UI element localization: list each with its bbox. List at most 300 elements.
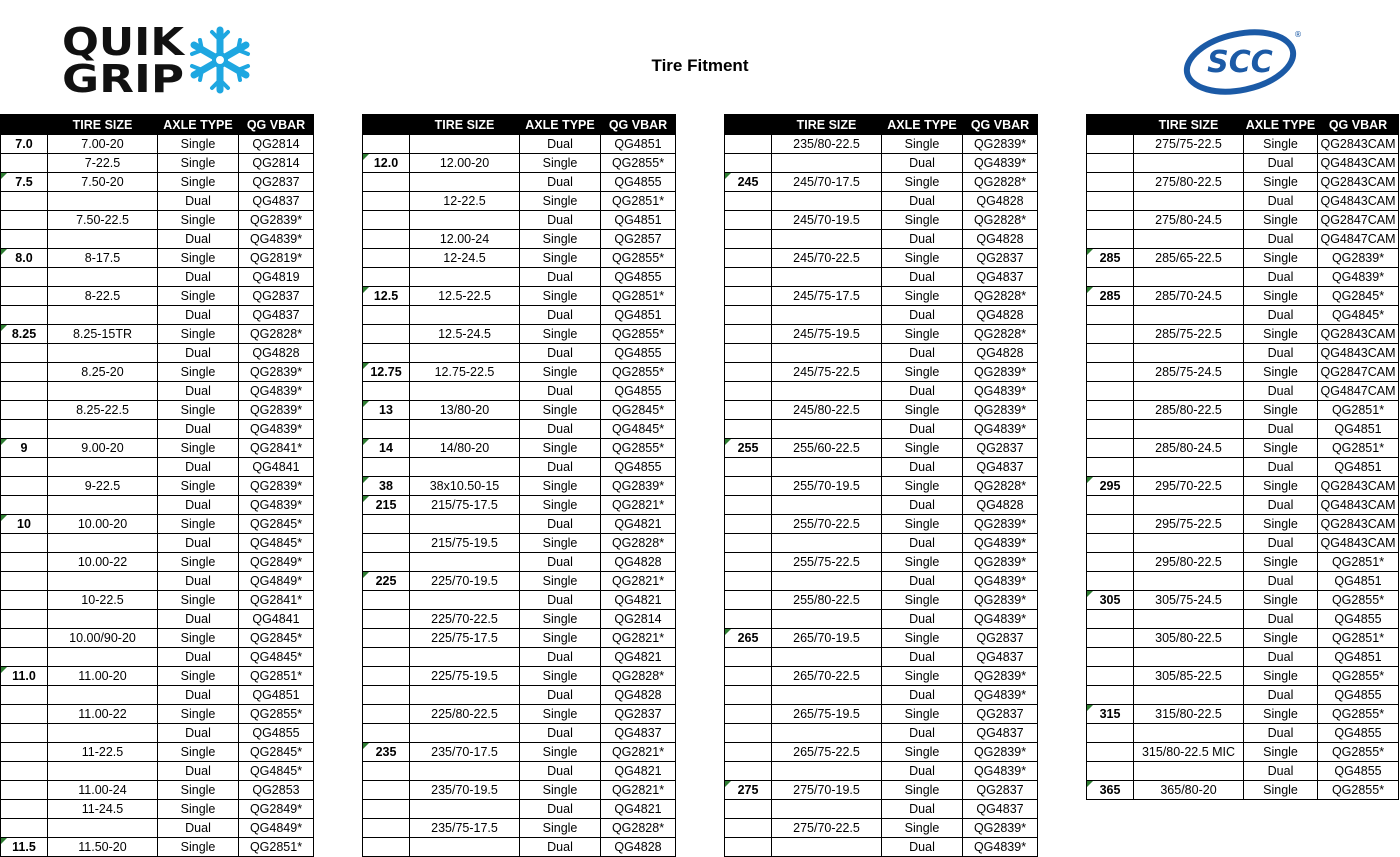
table-row [1087, 629, 1399, 648]
qg-vbar-cell: QG4843CAM [1318, 344, 1399, 363]
axle-type-cell: Single [158, 743, 239, 762]
tire-size-cell: 365/80-20 [1134, 781, 1244, 800]
table-row [1, 420, 314, 439]
size-group-cell: 7.0 [1, 135, 48, 154]
size-group-cell [1, 287, 48, 306]
qg-vbar-cell: QG4845* [239, 762, 314, 781]
size-group-cell [725, 287, 772, 306]
axle-type-cell: Dual [158, 610, 239, 629]
qg-vbar-cell: QG4845* [239, 648, 314, 667]
size-group-cell [363, 325, 410, 344]
axle-type-cell: Dual [520, 135, 601, 154]
qg-vbar-cell: QG4839* [963, 534, 1038, 553]
qg-vbar-cell: QG2837 [963, 629, 1038, 648]
tire-size-cell: 14/80-20 [410, 439, 520, 458]
size-group-cell [363, 762, 410, 781]
tire-size-cell [410, 686, 520, 705]
size-group-cell [725, 743, 772, 762]
qg-vbar-cell: QG2839* [963, 743, 1038, 762]
table-row [1087, 610, 1399, 629]
size-group-cell: 14 [363, 439, 410, 458]
tire-size-cell: 11-24.5 [48, 800, 158, 819]
qg-vbar-cell: QG2837 [239, 173, 314, 192]
qg-vbar-cell: QG2839* [963, 591, 1038, 610]
table-row [725, 553, 1038, 572]
table-row [1087, 173, 1399, 192]
size-group-cell [1087, 344, 1134, 363]
axle-type-cell: Dual [1244, 306, 1318, 325]
axle-type-cell: Single [520, 363, 601, 382]
tire-size-cell [48, 306, 158, 325]
size-group-cell [1, 724, 48, 743]
axle-type-cell: Single [1244, 135, 1318, 154]
size-group-cell [725, 667, 772, 686]
tire-size-cell: 235/80-22.5 [772, 135, 882, 154]
tire-size-cell: 8-17.5 [48, 249, 158, 268]
table-row [1087, 420, 1399, 439]
axle-type-cell: Dual [1244, 420, 1318, 439]
qg-vbar-cell: QG4843CAM [1318, 496, 1399, 515]
qg-vbar-cell: QG4845* [1318, 306, 1399, 325]
table-row [363, 705, 676, 724]
table-row [1, 743, 314, 762]
qg-vbar-cell: QG4828 [963, 306, 1038, 325]
axle-type-cell: Single [882, 325, 963, 344]
qg-vbar-cell: QG2828* [601, 819, 676, 838]
axle-type-cell: Dual [520, 382, 601, 401]
table-row [725, 211, 1038, 230]
qg-vbar-cell: QG2851* [1318, 629, 1399, 648]
qg-vbar-cell: QG2821* [601, 572, 676, 591]
tire-size-cell [410, 211, 520, 230]
qg-vbar-cell: QG4851 [1318, 420, 1399, 439]
tire-size-cell [410, 344, 520, 363]
tire-size-cell: 245/80-22.5 [772, 401, 882, 420]
tire-size-cell [1134, 572, 1244, 591]
tire-size-cell: 225/75-19.5 [410, 667, 520, 686]
axle-type-cell: Dual [520, 686, 601, 705]
qg-vbar-cell: QG4851 [1318, 458, 1399, 477]
qg-vbar-cell: QG2839* [963, 819, 1038, 838]
axle-type-cell: Single [158, 401, 239, 420]
size-group-cell [363, 249, 410, 268]
tire-size-cell: 225/70-22.5 [410, 610, 520, 629]
size-group-cell [725, 705, 772, 724]
svg-text:GRIP: GRIP [62, 57, 184, 97]
size-group-cell [725, 306, 772, 325]
tire-size-cell [1134, 382, 1244, 401]
column-header-size-group [1, 115, 48, 135]
table-row [725, 382, 1038, 401]
qg-vbar-cell: QG2837 [963, 439, 1038, 458]
size-group-cell [1087, 439, 1134, 458]
fitment-table-3 [724, 114, 1038, 857]
size-group-cell [725, 249, 772, 268]
tire-size-cell [410, 420, 520, 439]
table-row [1, 648, 314, 667]
qg-vbar-cell: QG4821 [601, 591, 676, 610]
table-row [725, 515, 1038, 534]
axle-type-cell: Single [882, 667, 963, 686]
qg-vbar-cell: QG2855* [1318, 781, 1399, 800]
axle-type-cell: Single [1244, 553, 1318, 572]
qg-vbar-cell: QG2839* [963, 553, 1038, 572]
table-row [363, 420, 676, 439]
column-header-qg-vbar: QG VBAR [601, 115, 676, 135]
qg-vbar-cell: QG4855 [1318, 762, 1399, 781]
tire-size-cell [1134, 154, 1244, 173]
qg-vbar-cell: QG2828* [963, 287, 1038, 306]
table-row [1087, 705, 1399, 724]
size-group-cell: 8.0 [1, 249, 48, 268]
tire-size-cell: 285/65-22.5 [1134, 249, 1244, 268]
table-row [1087, 249, 1399, 268]
table-row [1087, 363, 1399, 382]
tire-size-cell [48, 420, 158, 439]
axle-type-cell: Single [158, 553, 239, 572]
size-group-cell [725, 344, 772, 363]
table-row [725, 591, 1038, 610]
tire-size-cell [410, 838, 520, 857]
axle-type-cell: Dual [158, 819, 239, 838]
size-group-cell [363, 192, 410, 211]
tire-size-cell [1134, 230, 1244, 249]
size-group-cell: 315 [1087, 705, 1134, 724]
table-row [725, 534, 1038, 553]
tire-size-cell [772, 648, 882, 667]
axle-type-cell: Single [1244, 325, 1318, 344]
qg-vbar-cell: QG4841 [239, 610, 314, 629]
svg-text:®: ® [1294, 30, 1302, 39]
size-group-cell: 10 [1, 515, 48, 534]
table-row [1087, 211, 1399, 230]
scc-logo [1182, 26, 1302, 96]
tire-size-cell [772, 420, 882, 439]
size-group-cell: 7.5 [1, 173, 48, 192]
size-group-cell [725, 800, 772, 819]
table-header-row [725, 115, 1038, 135]
tire-size-cell [1134, 344, 1244, 363]
qg-vbar-cell: QG2828* [601, 667, 676, 686]
size-group-cell [1087, 363, 1134, 382]
axle-type-cell: Dual [158, 458, 239, 477]
axle-type-cell: Single [520, 705, 601, 724]
axle-type-cell: Dual [882, 838, 963, 857]
size-group-cell [1087, 534, 1134, 553]
tire-size-cell [1134, 496, 1244, 515]
axle-type-cell: Dual [882, 382, 963, 401]
tire-size-cell [410, 648, 520, 667]
tire-size-cell [410, 458, 520, 477]
tire-size-cell [1134, 268, 1244, 287]
axle-type-cell: Single [882, 135, 963, 154]
size-group-cell [1087, 515, 1134, 534]
size-group-cell [1087, 211, 1134, 230]
qg-vbar-cell: QG2847CAM [1318, 211, 1399, 230]
size-group-cell [1, 477, 48, 496]
size-group-cell [1087, 667, 1134, 686]
table-row [1, 686, 314, 705]
tire-size-cell: 255/80-22.5 [772, 591, 882, 610]
tire-size-cell: 12.00-24 [410, 230, 520, 249]
tire-size-cell: 275/80-22.5 [1134, 173, 1244, 192]
tire-size-cell [48, 724, 158, 743]
qg-vbar-cell: QG2843CAM [1318, 173, 1399, 192]
tire-size-cell: 275/75-22.5 [1134, 135, 1244, 154]
size-group-cell [1087, 610, 1134, 629]
size-group-cell [725, 553, 772, 572]
table-row [1, 344, 314, 363]
qg-vbar-cell: QG2855* [1318, 667, 1399, 686]
qg-vbar-cell: QG4855 [601, 382, 676, 401]
axle-type-cell: Dual [158, 648, 239, 667]
tire-size-cell: 265/70-19.5 [772, 629, 882, 648]
tire-size-cell: 10-22.5 [48, 591, 158, 610]
tire-size-cell: 215/75-19.5 [410, 534, 520, 553]
table-row [363, 230, 676, 249]
tire-size-cell: 12-24.5 [410, 249, 520, 268]
size-group-cell [1087, 401, 1134, 420]
axle-type-cell: Dual [882, 762, 963, 781]
size-group-cell [363, 268, 410, 287]
table-row [363, 211, 676, 230]
qg-vbar-cell: QG4839* [963, 610, 1038, 629]
size-group-cell [1, 382, 48, 401]
table-row [725, 439, 1038, 458]
axle-type-cell: Single [158, 211, 239, 230]
axle-type-cell: Dual [1244, 268, 1318, 287]
table-row [725, 800, 1038, 819]
size-group-cell [1087, 686, 1134, 705]
size-group-cell [363, 173, 410, 192]
qg-vbar-cell: QG4855 [1318, 610, 1399, 629]
axle-type-cell: Single [520, 249, 601, 268]
axle-type-cell: Dual [158, 268, 239, 287]
size-group-cell [725, 268, 772, 287]
tire-size-cell: 235/70-17.5 [410, 743, 520, 762]
size-group-cell [725, 192, 772, 211]
axle-type-cell: Dual [882, 610, 963, 629]
size-group-cell [1, 344, 48, 363]
table-row [725, 154, 1038, 173]
axle-type-cell: Dual [158, 382, 239, 401]
page-title: Tire Fitment [651, 56, 749, 75]
qg-vbar-cell: QG4851 [1318, 648, 1399, 667]
tire-size-cell [48, 230, 158, 249]
size-group-cell [725, 610, 772, 629]
tire-size-cell [772, 610, 882, 629]
tire-size-cell [772, 762, 882, 781]
size-group-cell [1, 648, 48, 667]
table-row [725, 344, 1038, 363]
qg-vbar-cell: QG4821 [601, 648, 676, 667]
size-group-cell [725, 686, 772, 705]
size-group-cell: 13 [363, 401, 410, 420]
axle-type-cell: Single [520, 496, 601, 515]
tire-size-cell: 10.00/90-20 [48, 629, 158, 648]
table-row [725, 249, 1038, 268]
axle-type-cell: Dual [882, 686, 963, 705]
size-group-cell [363, 382, 410, 401]
table-row [363, 819, 676, 838]
table-row [363, 591, 676, 610]
table-row [1087, 382, 1399, 401]
size-group-cell [1, 610, 48, 629]
axle-type-cell: Dual [520, 211, 601, 230]
tire-size-cell: 235/70-19.5 [410, 781, 520, 800]
tire-size-cell [772, 230, 882, 249]
qg-vbar-cell: QG2819* [239, 249, 314, 268]
qg-vbar-cell: QG2821* [601, 743, 676, 762]
axle-type-cell: Single [1244, 629, 1318, 648]
tire-size-cell: 245/75-19.5 [772, 325, 882, 344]
column-header-size-group [725, 115, 772, 135]
tire-size-cell [772, 572, 882, 591]
fitment-table-1 [0, 114, 314, 857]
axle-type-cell: Dual [158, 534, 239, 553]
qg-vbar-cell: QG2814 [239, 135, 314, 154]
axle-type-cell: Dual [520, 838, 601, 857]
size-group-cell: 275 [725, 781, 772, 800]
qg-vbar-cell: QG4843CAM [1318, 534, 1399, 553]
tire-size-cell: 8.25-22.5 [48, 401, 158, 420]
size-group-cell: 11.5 [1, 838, 48, 857]
axle-type-cell: Dual [158, 686, 239, 705]
qg-vbar-cell: QG4845* [601, 420, 676, 439]
tire-size-cell: 285/80-24.5 [1134, 439, 1244, 458]
tire-size-cell [1134, 458, 1244, 477]
table-row [1, 572, 314, 591]
column-header-qg-vbar: QG VBAR [963, 115, 1038, 135]
size-group-cell [363, 458, 410, 477]
qg-vbar-cell: QG2839* [963, 515, 1038, 534]
size-group-cell: 12.75 [363, 363, 410, 382]
tire-size-cell [48, 610, 158, 629]
table-row [1087, 325, 1399, 344]
qg-vbar-cell: QG2851* [239, 667, 314, 686]
axle-type-cell: Single [158, 781, 239, 800]
size-group-cell [725, 496, 772, 515]
table-row [1, 629, 314, 648]
qg-vbar-cell: QG4837 [601, 724, 676, 743]
table-row [1087, 572, 1399, 591]
axle-type-cell: Dual [882, 724, 963, 743]
column-header-tire-size: TIRE SIZE [48, 115, 158, 135]
table-row [363, 287, 676, 306]
qg-vbar-cell: QG2841* [239, 439, 314, 458]
axle-type-cell: Single [1244, 363, 1318, 382]
size-group-cell [1, 534, 48, 553]
table-row [1, 135, 314, 154]
axle-type-cell: Dual [1244, 382, 1318, 401]
table-row [1, 667, 314, 686]
table-row [363, 135, 676, 154]
axle-type-cell: Single [520, 819, 601, 838]
qg-vbar-cell: QG2837 [963, 705, 1038, 724]
size-group-cell [1087, 629, 1134, 648]
qg-vbar-cell: QG2855* [1318, 591, 1399, 610]
table-row [725, 496, 1038, 515]
axle-type-cell: Single [882, 249, 963, 268]
table-row [1087, 591, 1399, 610]
qg-vbar-cell: QG2855* [601, 249, 676, 268]
tire-size-cell [772, 192, 882, 211]
table-row [363, 173, 676, 192]
qg-vbar-cell: QG4845* [239, 534, 314, 553]
axle-type-cell: Dual [158, 724, 239, 743]
size-group-cell [1, 705, 48, 724]
qg-vbar-cell: QG2843CAM [1318, 477, 1399, 496]
qg-vbar-cell: QG2855* [1318, 743, 1399, 762]
table-row [363, 781, 676, 800]
axle-type-cell: Single [882, 439, 963, 458]
qg-vbar-cell: QG4837 [239, 192, 314, 211]
size-group-cell [1, 211, 48, 230]
axle-type-cell: Dual [1244, 572, 1318, 591]
axle-type-cell: Dual [158, 496, 239, 515]
size-group-cell [1087, 762, 1134, 781]
axle-type-cell: Dual [1244, 496, 1318, 515]
axle-type-cell: Single [882, 211, 963, 230]
qg-vbar-cell: QG4839* [963, 572, 1038, 591]
table-row [1087, 477, 1399, 496]
size-group-cell [363, 515, 410, 534]
tire-size-cell [48, 762, 158, 781]
tire-size-cell: 245/70-17.5 [772, 173, 882, 192]
tire-size-cell: 305/80-22.5 [1134, 629, 1244, 648]
qg-vbar-cell: QG4851 [601, 135, 676, 154]
qg-vbar-cell: QG2821* [601, 496, 676, 515]
qg-vbar-cell: QG2851* [1318, 553, 1399, 572]
tire-size-cell [48, 192, 158, 211]
size-group-cell [1087, 458, 1134, 477]
table-row [363, 401, 676, 420]
column-header-tire-size: TIRE SIZE [410, 115, 520, 135]
qg-vbar-cell: QG2851* [601, 192, 676, 211]
table-row [725, 686, 1038, 705]
axle-type-cell: Dual [520, 458, 601, 477]
table-row [725, 629, 1038, 648]
size-group-cell [725, 724, 772, 743]
size-group-cell: 215 [363, 496, 410, 515]
axle-type-cell: Single [520, 629, 601, 648]
table-row [363, 154, 676, 173]
axle-type-cell: Single [882, 553, 963, 572]
table-row [1, 781, 314, 800]
size-group-cell: 365 [1087, 781, 1134, 800]
qg-vbar-cell: QG4837 [963, 648, 1038, 667]
size-group-cell [1, 572, 48, 591]
axle-type-cell: Single [158, 515, 239, 534]
qg-vbar-cell: QG4837 [963, 800, 1038, 819]
axle-type-cell: Dual [520, 762, 601, 781]
qg-vbar-cell: QG4851 [601, 306, 676, 325]
tire-size-cell [772, 268, 882, 287]
tire-size-cell: 8.25-20 [48, 363, 158, 382]
size-group-cell [363, 230, 410, 249]
axle-type-cell: Dual [882, 458, 963, 477]
size-group-cell [725, 591, 772, 610]
table-row [363, 762, 676, 781]
qg-vbar-cell: QG2845* [239, 515, 314, 534]
axle-type-cell: Single [1244, 439, 1318, 458]
size-group-cell [1087, 648, 1134, 667]
axle-type-cell: Dual [882, 344, 963, 363]
size-group-cell [1, 800, 48, 819]
table-row [363, 534, 676, 553]
tire-size-cell: 8-22.5 [48, 287, 158, 306]
tire-size-cell: 275/80-24.5 [1134, 211, 1244, 230]
